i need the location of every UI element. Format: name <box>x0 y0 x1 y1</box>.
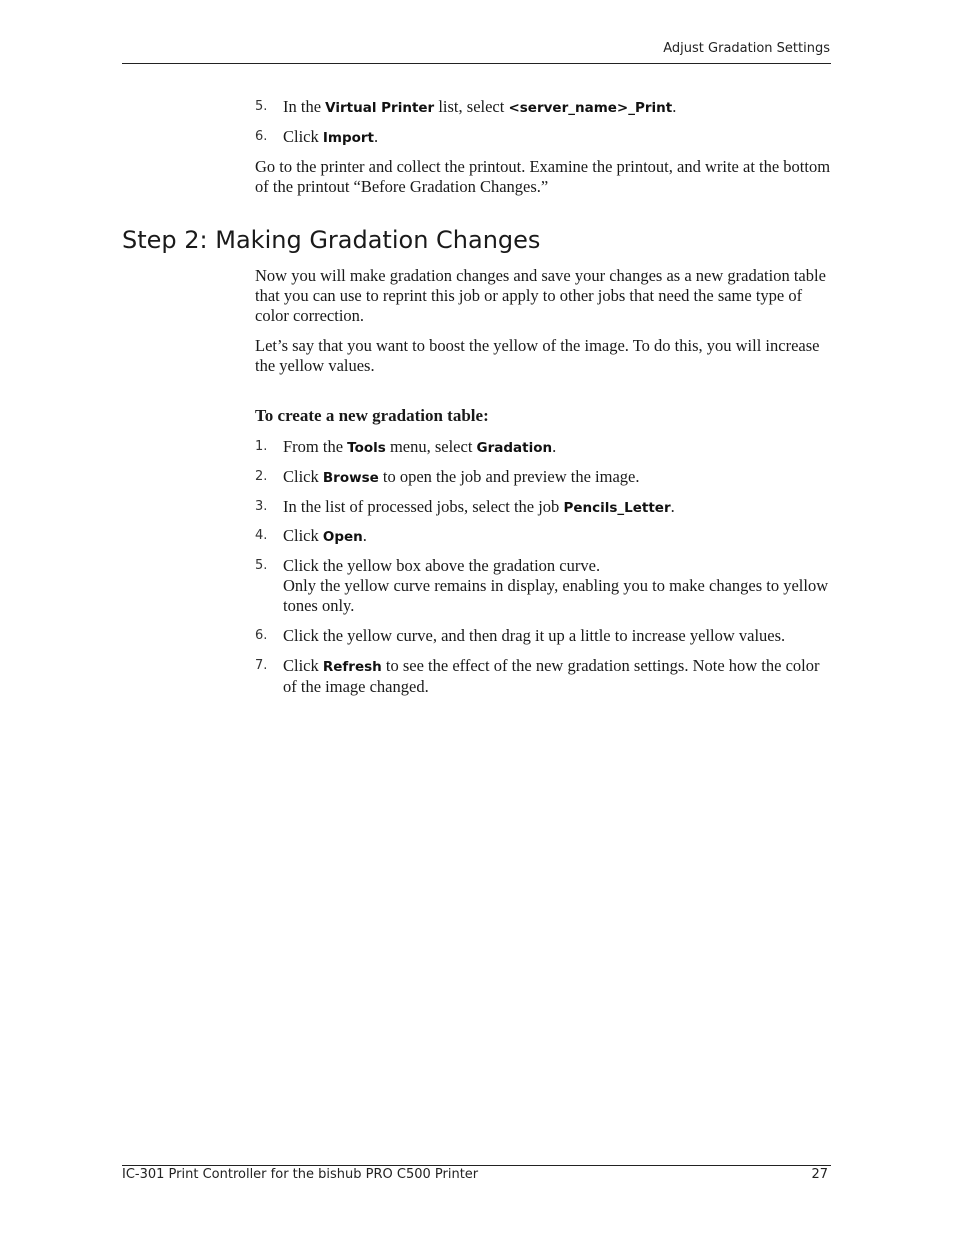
intro-paragraph: Go to the printer and collect the printout. Examine the printout, and write at the bottom of the printout “Before Gradation Changes.” <box>255 157 831 196</box>
procedure-step-4: 4. Click Open. <box>255 526 367 545</box>
running-header-title: Adjust Gradation Settings <box>663 41 830 56</box>
ui-term-browse: Browse <box>322 470 379 486</box>
procedure-step-2: 2. Click Browse to open the job and preview the image. <box>255 467 640 486</box>
step-number: 1. <box>255 439 268 454</box>
section-paragraph-1: Now you will make gradation changes and save your changes as a new gradation table that you can use to reprint this job or apply to other jobs that need the same type of color correction. <box>255 266 826 325</box>
top-step-5: 5. In the Virtual Printer list, select <server_name>_Print. <box>255 97 677 116</box>
header-rule <box>122 63 831 64</box>
footer-product-title: IC-301 Print Controller for the bishub PRO C500 Printer <box>122 1167 479 1182</box>
procedure-step-6: 6. Click the yellow curve, and then drag it up a little to increase yellow values. <box>255 626 786 645</box>
step-number: 5. <box>255 558 268 573</box>
procedure-step-1: 1. From the Tools menu, select Gradation. <box>255 437 557 456</box>
step-number: 2. <box>255 469 268 484</box>
step-number: 4. <box>255 528 268 543</box>
ui-term-open: Open <box>322 529 363 545</box>
top-step-6: 6. Click Import. <box>255 127 379 146</box>
section-heading: Step 2: Making Gradation Changes <box>122 226 541 254</box>
ui-term-virtual-printer: Virtual Printer <box>325 100 435 116</box>
ui-term-refresh: Refresh <box>322 659 382 675</box>
page-number: 27 <box>811 1167 828 1182</box>
ui-term-server-print: <server_name>_Print <box>508 100 673 116</box>
ui-term-import: Import <box>322 130 375 146</box>
procedure-step-5: 5. Click the yellow box above the gradation curve. Only the yellow curve remains in display, enabling you to make changes to yellow tones only. <box>255 556 829 615</box>
ui-term-gradation: Gradation <box>476 440 553 456</box>
step-number: 3. <box>255 499 268 514</box>
ui-term-tools: Tools <box>347 440 386 456</box>
section-paragraph-2: Let’s say that you want to boost the yellow of the image. To do this, you will increase the yellow values. <box>255 336 820 375</box>
procedure-step-7: 7. Click Refresh to see the effect of the new gradation settings. Note how the color of the image changed. <box>255 656 820 696</box>
procedure-heading: To create a new gradation table: <box>255 406 489 425</box>
ui-term-pencils-letter: Pencils_Letter <box>563 500 671 516</box>
step-number: 6. <box>255 628 268 643</box>
procedure-step-3: 3. In the list of processed jobs, select the job Pencils_Letter. <box>255 497 675 516</box>
footer-rule <box>122 1165 831 1166</box>
step-number: 7. <box>255 658 268 673</box>
step-number: 5. <box>255 99 268 114</box>
step-number: 6. <box>255 129 268 144</box>
